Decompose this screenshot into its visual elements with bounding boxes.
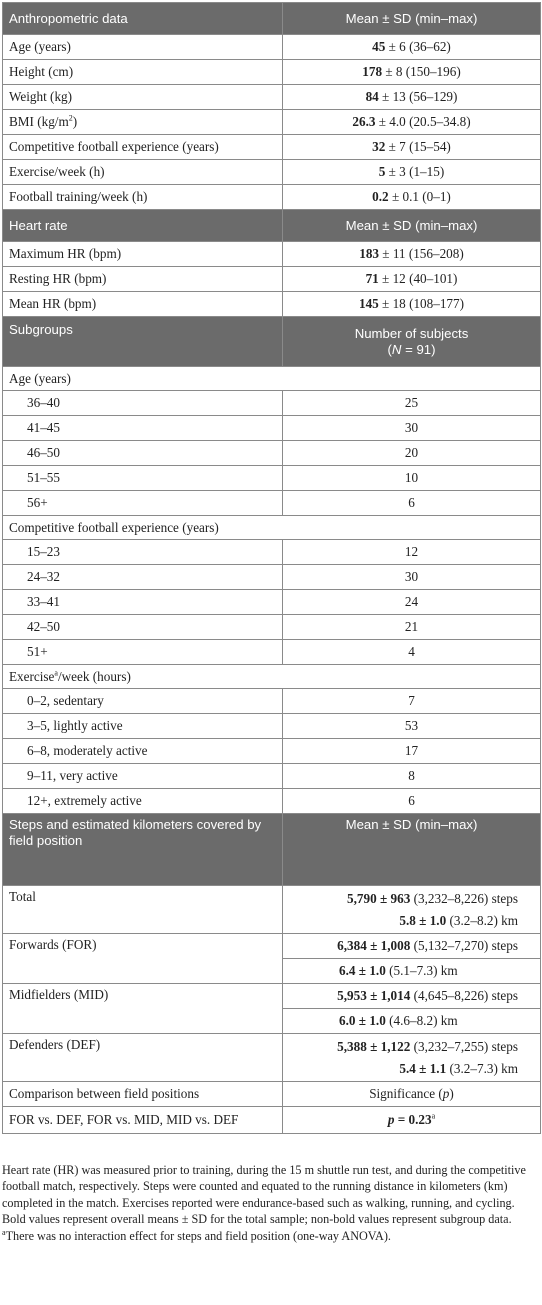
row-value: 8 [283, 764, 541, 789]
row-value: 53 [283, 714, 541, 739]
section-header-subgroups [3, 317, 541, 367]
row-label: 6–8, moderately active [3, 739, 283, 764]
table-row [3, 391, 541, 416]
section-title: Subgroups [3, 317, 283, 367]
row-value: 21 [283, 615, 541, 640]
group-title: Competitive football experience (years) [3, 516, 541, 540]
row-value: 71 ± 12 (40–101) [283, 267, 541, 292]
row-value: Significance (p) [283, 1082, 541, 1107]
table-row [3, 886, 541, 934]
row-label: Mean HR (bpm) [3, 292, 283, 317]
table-row [3, 540, 541, 565]
row-label: Total [3, 886, 283, 934]
section-stat-header: Mean ± SD (min–max) [283, 814, 541, 886]
table-row [3, 466, 541, 491]
table-row [3, 1034, 541, 1082]
section-header-anthropometric [3, 3, 541, 35]
table-row [3, 714, 541, 739]
table-row [3, 267, 541, 292]
row-label: 42–50 [3, 615, 283, 640]
row-value: 10 [283, 466, 541, 491]
row-label: Midfielders (MID) [3, 984, 283, 1034]
table-row [3, 185, 541, 210]
table-row [3, 491, 541, 516]
table-row [3, 1082, 541, 1107]
row-value: 32 ± 7 (15–54) [283, 135, 541, 160]
table-row [3, 60, 541, 85]
row-value-steps: 6,384 ± 1,008 (5,132–7,270) steps [283, 934, 541, 959]
table-footnotes [2, 1162, 538, 1244]
table-row [3, 1107, 541, 1134]
table-row [3, 590, 541, 615]
table-row [3, 764, 541, 789]
row-label: Maximum HR (bpm) [3, 242, 283, 267]
row-value: 7 [283, 689, 541, 714]
row-value: 45 ± 6 (36–62) [283, 35, 541, 60]
row-value: 5 ± 3 (1–15) [283, 160, 541, 185]
row-value: 145 ± 18 (108–177) [283, 292, 541, 317]
row-value: 183 ± 11 (156–208) [283, 242, 541, 267]
table-row [3, 416, 541, 441]
table-row [3, 35, 541, 60]
row-value: 17 [283, 739, 541, 764]
row-value: 30 [283, 565, 541, 590]
row-label: Exercise/week (h) [3, 160, 283, 185]
row-value: 0.2 ± 0.1 (0–1) [283, 185, 541, 210]
row-label: 51+ [3, 640, 283, 665]
table-row [3, 292, 541, 317]
row-value: 30 [283, 416, 541, 441]
section-title: Steps and estimated kilometers covered by field position [3, 814, 283, 886]
row-label: 9–11, very active [3, 764, 283, 789]
section-stat-header: Number of subjects (N = 91) [283, 317, 541, 367]
group-title-row [3, 665, 541, 689]
group-title-row [3, 367, 541, 391]
row-label: Forwards (FOR) [3, 934, 283, 984]
row-label: 12+, extremely active [3, 789, 283, 814]
row-value: 5,388 ± 1,122 (3,232–7,255) steps 5.4 ± 1.1 (3.2–7.3) km [283, 1034, 541, 1082]
row-label: 36–40 [3, 391, 283, 416]
row-value: 84 ± 13 (56–129) [283, 85, 541, 110]
table-row [3, 789, 541, 814]
row-label: 56+ [3, 491, 283, 516]
row-label: BMI $(kg/m^2)$ [3, 110, 283, 135]
row-label: 15–23 [3, 540, 283, 565]
row-value: 26.3 ± 4.0 (20.5–34.8) [283, 110, 541, 135]
row-value: 6 [283, 789, 541, 814]
row-label: FOR vs. DEF, FOR vs. MID, MID vs. DEF [3, 1107, 283, 1134]
row-value: 6 [283, 491, 541, 516]
row-label: Comparison between field positions [3, 1082, 283, 1107]
table-row [3, 984, 541, 1009]
section-title: Anthropometric data [3, 3, 283, 35]
table-row [3, 135, 541, 160]
table-row [3, 441, 541, 466]
row-label: Defenders (DEF) [3, 1034, 283, 1082]
row-value-km: 6.0 ± 1.0 (4.6–8.2) km [283, 1009, 541, 1034]
footnote-methods: Heart rate (HR) was measured prior to training, during the 15 m shuttle run test, and during the competitive football match, respectively. Steps were counted and equated to the running distance in kilometers (km) completed in the match. Exercises reported were endurance-based such as walking, running, and cycling. [2, 1163, 526, 1210]
row-value: 4 [283, 640, 541, 665]
row-value: 12 [283, 540, 541, 565]
footnote-anova: $^a$There was no interaction effect for steps and field position (one-way ANOVA). [2, 1227, 391, 1243]
row-value: p = 0.23$^a$ [283, 1107, 541, 1134]
table-row [3, 110, 541, 135]
row-label: Resting HR (bpm) [3, 267, 283, 292]
footnote-bold-values: Bold values represent overall means ± SD for the total sample; non-bold values represent subgroup data. [2, 1212, 512, 1227]
group-title-row [3, 516, 541, 540]
table-row [3, 160, 541, 185]
section-title: Heart rate [3, 210, 283, 242]
table-row [3, 242, 541, 267]
group-title: Age (years) [3, 367, 541, 391]
section-header-steps [3, 814, 541, 886]
table-row [3, 934, 541, 959]
row-label: Age (years) [3, 35, 283, 60]
row-label: 0–2, sedentary [3, 689, 283, 714]
row-label: 41–45 [3, 416, 283, 441]
row-label: Competitive football experience (years) [3, 135, 283, 160]
row-label: Weight (kg) [3, 85, 283, 110]
row-label: 3–5, lightly active [3, 714, 283, 739]
table-row [3, 689, 541, 714]
data-table [2, 2, 541, 1134]
row-value: 24 [283, 590, 541, 615]
row-label: Football training/week (h) [3, 185, 283, 210]
row-label: 33–41 [3, 590, 283, 615]
row-label: Height (cm) [3, 60, 283, 85]
section-header-heart-rate [3, 210, 541, 242]
row-label: 46–50 [3, 441, 283, 466]
table-row [3, 85, 541, 110]
table-row [3, 565, 541, 590]
table-row [3, 640, 541, 665]
section-stat-header: Mean ± SD (min–max) [283, 210, 541, 242]
row-value: 20 [283, 441, 541, 466]
row-value-steps: 5,953 ± 1,014 (4,645–8,226) steps [283, 984, 541, 1009]
row-label: 51–55 [3, 466, 283, 491]
row-value: 25 [283, 391, 541, 416]
section-stat-header: Mean ± SD (min–max) [283, 3, 541, 35]
row-value-km: 6.4 ± 1.0 (5.1–7.3) km [283, 959, 541, 984]
table-row [3, 615, 541, 640]
row-value: 178 ± 8 (150–196) [283, 60, 541, 85]
row-label: 24–32 [3, 565, 283, 590]
table-row [3, 739, 541, 764]
row-value: 5,790 ± 963 (3,232–8,226) steps 5.8 ± 1.0 (3.2–8.2) km [283, 886, 541, 934]
group-title: Exercise$^a$/week (hours) [3, 665, 541, 689]
